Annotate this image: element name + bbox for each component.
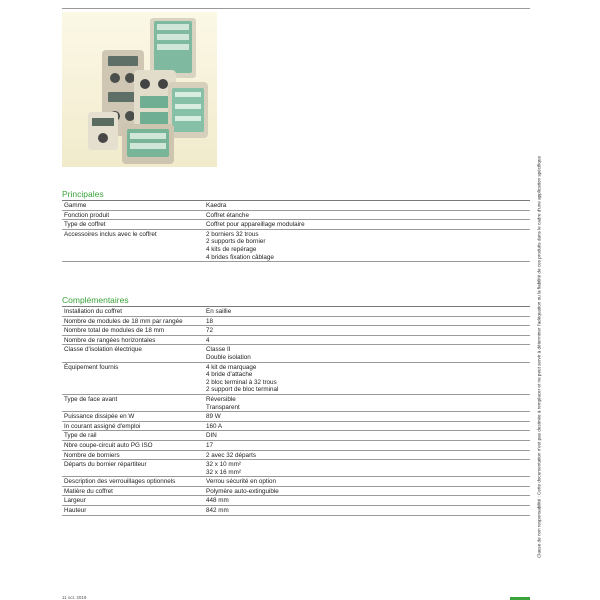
spec-values <box>200 307 530 316</box>
product-photo <box>62 12 217 167</box>
spec-value: 4 brides fixation câblage <box>206 253 274 261</box>
spec-value: DIN <box>206 432 217 440</box>
spec-values <box>200 496 530 505</box>
spec-value: 32 x 10 mm² <box>206 461 241 469</box>
spec-row <box>62 317 530 327</box>
spec-value: 72 <box>206 327 214 335</box>
spec-row <box>62 422 530 432</box>
spec-values <box>200 211 530 220</box>
spec-values <box>200 345 530 361</box>
spec-label: Type de rail <box>64 432 97 440</box>
spec-label: Nombre de modules de 18 mm par rangée <box>64 317 183 325</box>
spec-value: Kaedra <box>206 202 227 209</box>
spec-value: 2 borniers 32 trous <box>206 230 259 238</box>
spec-label: Gamme <box>64 202 87 209</box>
spec-values <box>200 230 530 261</box>
spec-row <box>62 307 530 317</box>
section-heading-principales <box>62 188 530 201</box>
spec-row <box>62 326 530 336</box>
spec-label: Départs du bornier répartiteur <box>64 461 147 469</box>
spec-row <box>62 460 530 477</box>
spec-value: 4 kits de repérage <box>206 245 257 253</box>
spec-value: 32 x 16 mm² <box>206 468 241 476</box>
spec-label: Équipement fournis <box>64 363 119 371</box>
section-heading-complementaires <box>62 294 530 307</box>
spec-table-principales <box>62 201 530 262</box>
spec-label: Installation du coffret <box>64 308 122 315</box>
spec-value: 4 kit de marquage <box>206 363 257 371</box>
spec-values <box>200 336 530 345</box>
spec-values <box>200 460 530 476</box>
spec-value: Polymère auto-extinguible <box>206 487 279 495</box>
spec-label: Largeur <box>64 497 86 505</box>
spec-values <box>200 441 530 450</box>
spec-label: Puissance dissipée en W <box>64 413 135 421</box>
spec-value: 160 A <box>206 422 223 430</box>
spec-value: 2 avec 32 départs <box>206 451 257 459</box>
spec-row <box>62 496 530 506</box>
spec-value: Classe II <box>206 346 231 354</box>
spec-table-complementaires <box>62 307 530 516</box>
spec-value: 17 <box>206 441 214 449</box>
spec-value: 2 support de bloc terminal <box>206 386 279 394</box>
spec-row <box>62 230 530 262</box>
spec-value: 4 bride d'attache <box>206 371 253 379</box>
spec-row <box>62 336 530 346</box>
spec-row <box>62 211 530 221</box>
spec-value: 448 mm <box>206 497 229 505</box>
spec-value: 2 bloc terminal à 32 trous <box>206 378 277 386</box>
footer-date: 11 oct. 2019 <box>62 595 87 600</box>
spec-label: Classe d'isolation électrique <box>64 346 142 354</box>
spec-value: Coffret pour appareillage modulaire <box>206 221 305 229</box>
section-heading-principales-text: Principales <box>62 189 104 199</box>
spec-row <box>62 201 530 211</box>
spec-label: Matière du coffret <box>64 487 113 495</box>
spec-value: 4 <box>206 336 210 344</box>
spec-label: Type de coffret <box>64 221 106 229</box>
spec-row <box>62 441 530 451</box>
spec-row <box>62 412 530 422</box>
spec-values <box>200 363 530 394</box>
spec-value: Transparent <box>206 403 240 411</box>
section-heading-complementaires-text: Complémentaires <box>62 295 129 305</box>
spec-row <box>62 487 530 497</box>
spec-label: Nbre coupe-circuit auto PG ISO <box>64 441 153 449</box>
spec-values <box>200 201 530 210</box>
spec-values <box>200 477 530 486</box>
spec-value: Double isolation <box>206 353 251 361</box>
spec-row <box>62 431 530 441</box>
spec-values <box>200 451 530 460</box>
spec-label: Type de face avant <box>64 395 118 403</box>
spec-value: Verrou sécurité en option <box>206 478 277 486</box>
spec-row <box>62 363 530 395</box>
spec-value: En saillie <box>206 308 232 315</box>
spec-label: Nombre de rangées horizontales <box>64 336 156 344</box>
top-rule <box>62 8 530 9</box>
spec-value: 842 mm <box>206 507 229 515</box>
spec-row <box>62 220 530 230</box>
spec-values <box>200 326 530 335</box>
spec-values <box>200 506 530 515</box>
spec-row <box>62 451 530 461</box>
spec-value: 18 <box>206 317 214 325</box>
spec-values <box>200 487 530 496</box>
spec-values <box>200 412 530 421</box>
spec-value: 89 W <box>206 413 221 421</box>
spec-values <box>200 431 530 440</box>
spec-label: Accessoires inclus avec le coffret <box>64 230 157 238</box>
spec-row <box>62 477 530 487</box>
spec-values <box>200 395 530 411</box>
spec-values <box>200 422 530 431</box>
spec-value: 2 supports de bornier <box>206 238 266 246</box>
spec-label: Nombre de borniers <box>64 451 120 459</box>
spec-row <box>62 345 530 362</box>
spec-value: Réversible <box>206 395 236 403</box>
spec-label: Hauteur <box>64 507 87 515</box>
spec-values <box>200 317 530 326</box>
spec-label: In courant assigné d'emploi <box>64 422 141 430</box>
spec-label: Nombre total de modules de 18 mm <box>64 327 165 335</box>
spec-values <box>200 220 530 229</box>
spec-row <box>62 506 530 516</box>
spec-label: Fonction produit <box>64 211 110 219</box>
spec-value: Coffret étanche <box>206 211 249 219</box>
spec-row <box>62 395 530 412</box>
disclaimer-side-note <box>533 122 545 592</box>
disclaimer-text: Clause de non responsabilité : Cette documentation n'est pas destinée à remplacer et ne peut servir à déterminer l'adéquation ou la fiabilité de ces produits dans le cadre d'une application spécifique <box>536 155 542 559</box>
spec-label: Description des verrouillages optionnels <box>64 478 176 486</box>
